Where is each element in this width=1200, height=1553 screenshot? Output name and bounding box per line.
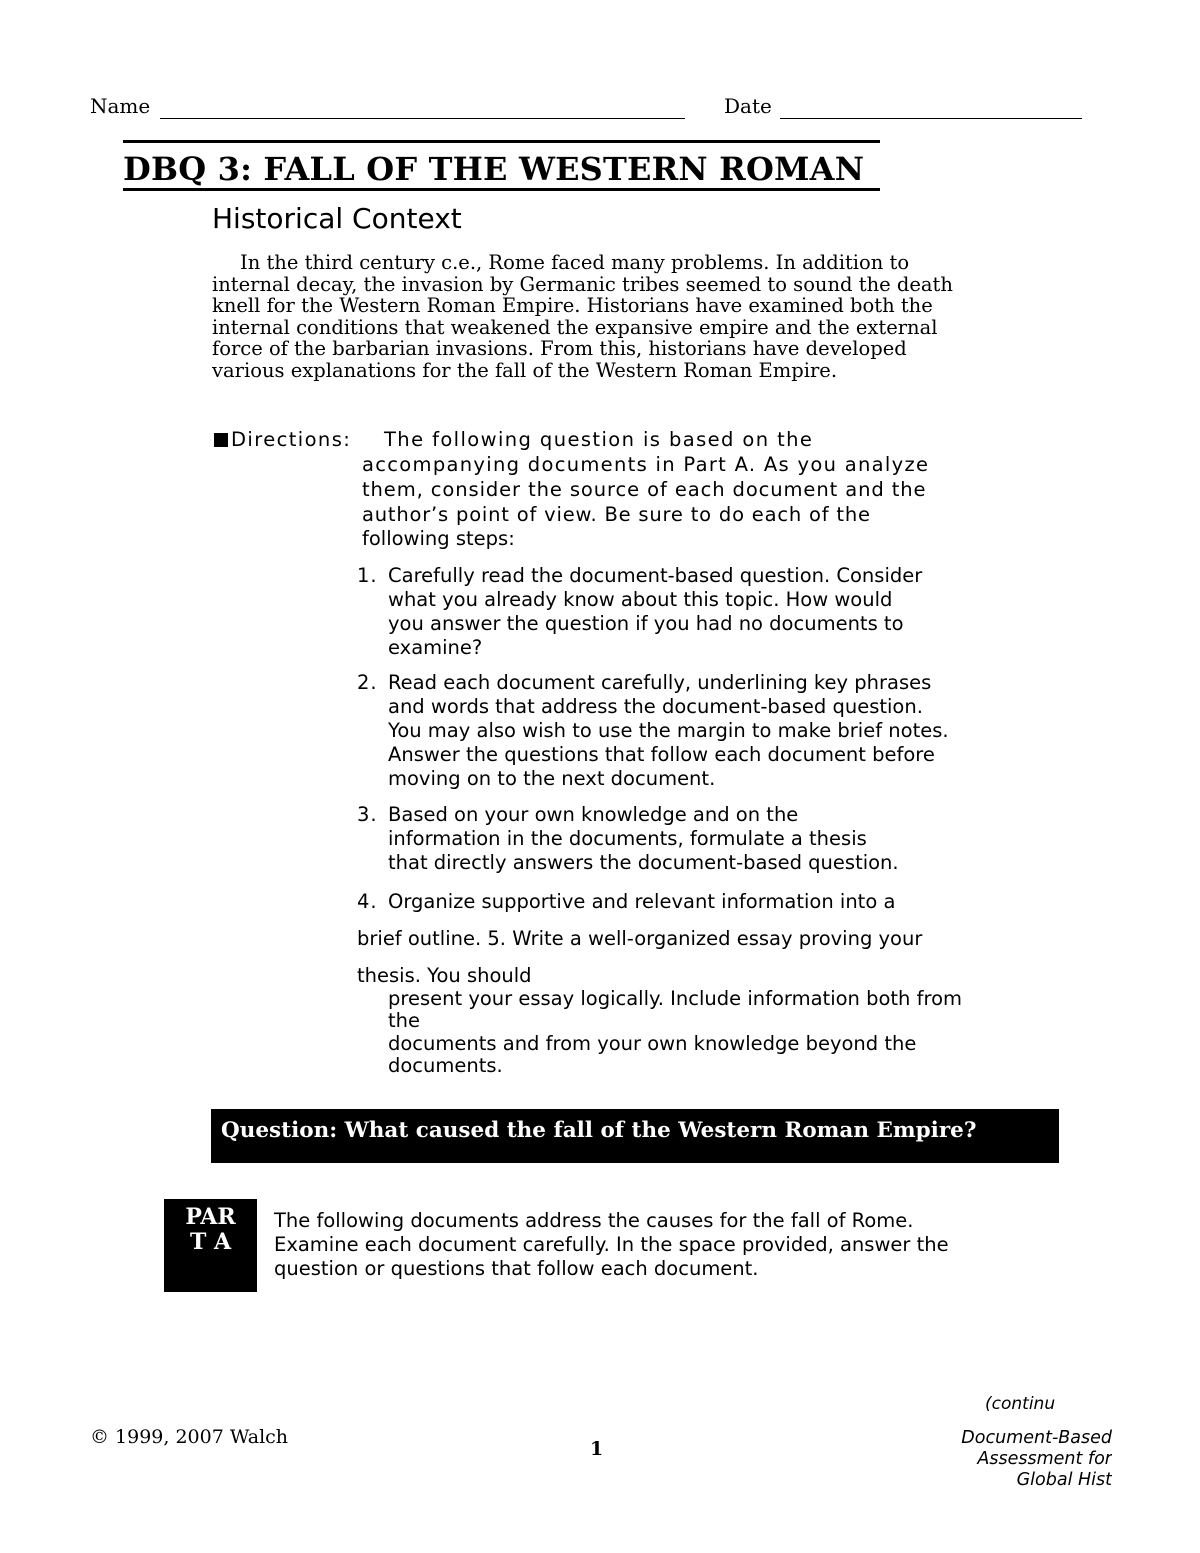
directions-line: author’s point of view. Be sure to do each of the bbox=[362, 503, 871, 526]
continued-note: (continu bbox=[985, 1394, 1056, 1414]
historical-context-heading: Historical Context bbox=[212, 202, 462, 235]
part-a-badge bbox=[164, 1199, 257, 1292]
step-overflow-line: brief outline. 5. Write a well-organized essay proving your bbox=[357, 927, 923, 950]
bullet-square-icon bbox=[214, 433, 228, 447]
context-line: internal decay, the invasion by Germanic tribes seemed to sound the death bbox=[212, 272, 953, 296]
directions-line: following steps: bbox=[362, 527, 515, 550]
step-overflow-line: thesis. You should bbox=[357, 964, 532, 987]
step-number: 1. bbox=[357, 564, 378, 587]
date-label: Date bbox=[724, 94, 772, 118]
title-rule-top bbox=[123, 140, 880, 143]
directions-line: The following question is based on the bbox=[384, 428, 814, 451]
context-line: knell for the Western Roman Empire. Historians have examined both the bbox=[212, 294, 933, 317]
part-a-label: PART A bbox=[185, 1204, 236, 1255]
series-title-clip bbox=[900, 1428, 1112, 1488]
context-line: In the third century c.e., Rome faced many problems. In addition to bbox=[240, 251, 910, 274]
name-input-line[interactable] bbox=[160, 118, 685, 119]
step-4-text: Organize supportive and relevant information into a bbox=[388, 890, 896, 913]
series-title: Document-Based Assessment for Global Hist bbox=[961, 1428, 1112, 1488]
page-title: DBQ 3: FALL OF THE WESTERN ROMAN bbox=[123, 150, 865, 188]
step-number: 2. bbox=[357, 671, 378, 694]
date-input-line[interactable] bbox=[780, 118, 1082, 119]
step-number: 3. bbox=[357, 803, 378, 826]
name-label: Name bbox=[90, 94, 151, 118]
question-text: Question: What caused the fall of the Western Roman Empire? bbox=[221, 1118, 977, 1143]
directions-label: Directions: bbox=[231, 428, 352, 451]
title-rule-bottom bbox=[123, 188, 880, 191]
page-number: 1 bbox=[590, 1438, 604, 1460]
directions-line: accompanying documents in Part A. As you analyze bbox=[362, 453, 930, 476]
context-line: various explanations for the fall of the Western Roman Empire. bbox=[212, 358, 838, 382]
step-number: 4. bbox=[357, 890, 378, 913]
directions-line: them, consider the source of each document and the bbox=[362, 478, 927, 501]
step-2-text: Read each document carefully, underlining key phrases and words that address the document-based question. You may also wish to use the margin to make brief notes. Answer the questions that follow each document before moving on to the next document. bbox=[388, 671, 949, 790]
step-3-text: Based on your own knowledge and on the information in the documents, formulate a thesis that directly answers the document-based question. bbox=[388, 803, 899, 874]
context-line: force of the barbarian invasions. From this, historians have developed bbox=[212, 337, 907, 360]
step-5-text: present your essay logically. Include information both from the documents and from your own knowledge beyond the documents. bbox=[388, 987, 962, 1077]
copyright: © 1999, 2007 Walch bbox=[90, 1426, 289, 1448]
step-1-text: Carefully read the document-based question. Consider what you already know about this topic. How would you answer the question if you had no documents to examine? bbox=[388, 564, 923, 659]
context-line: internal conditions that weakened the expansive empire and the external bbox=[212, 315, 938, 339]
part-a-intro: The following documents address the causes for the fall of Rome. Examine each document carefully. In the space provided, answer the question or questions that follow each document. bbox=[274, 1209, 949, 1280]
historical-context-body bbox=[212, 252, 1042, 381]
